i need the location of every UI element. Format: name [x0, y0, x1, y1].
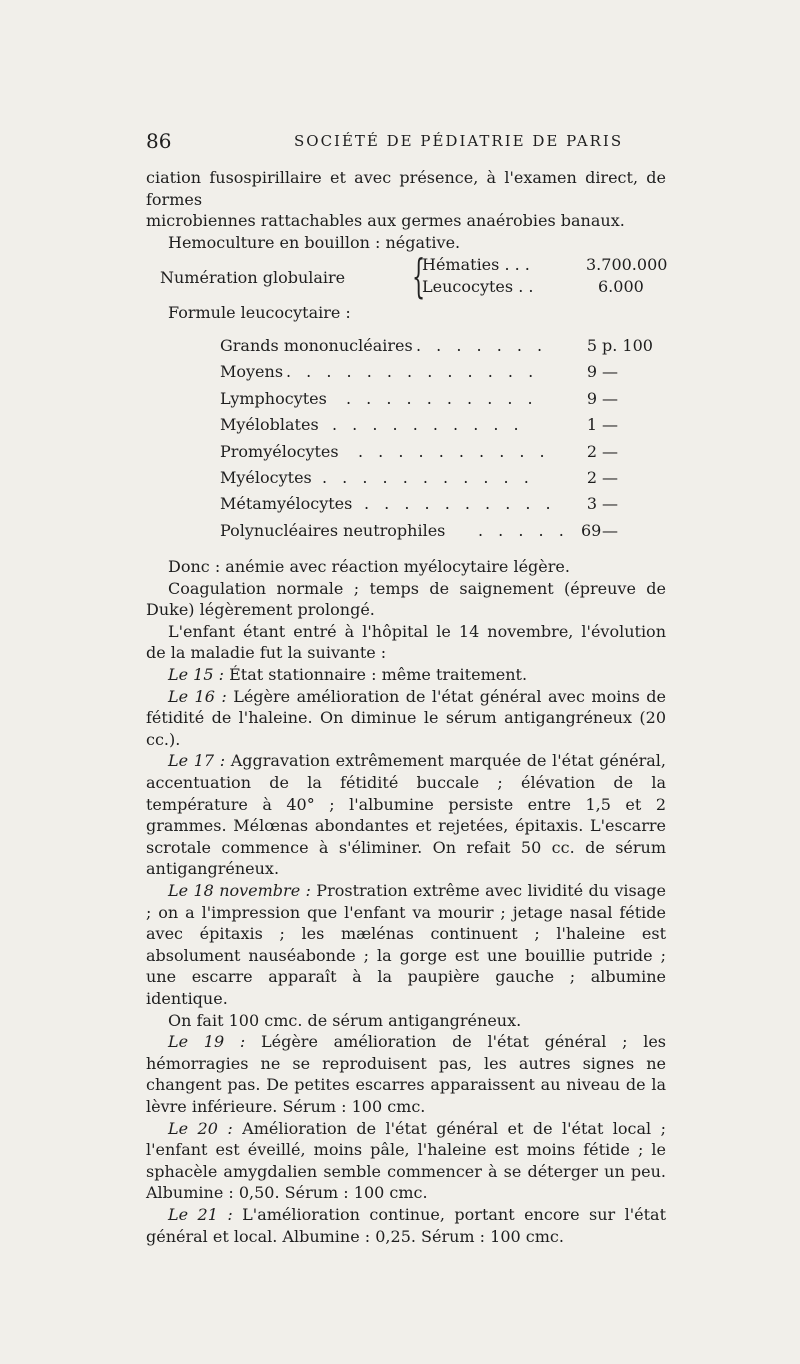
- entry-date: Le 18 novembre :: [168, 881, 311, 900]
- leader-dots: . . . . . . . . . .: [346, 388, 538, 408]
- hematies-value: 3.700.000: [586, 255, 668, 275]
- cell-unit: —: [602, 415, 618, 435]
- cell-value: 5: [586, 335, 597, 355]
- formula-row: [146, 414, 666, 440]
- cell-name: Grands mononucléaires: [220, 335, 413, 355]
- cell-name: Myélocytes: [220, 467, 312, 487]
- entry-text: Amélioration de l'état général et de l'état local ; l'enfant est éveillé, moins pâle, l'haleine est moins fétide ; le sphacèle amygdalien semble commencer à se déterger un peu. Albumine : 0,50. Sérum : 100 cmc.: [146, 1118, 667, 1203]
- cell-name: Myéloblates: [220, 415, 319, 435]
- formula-row: [146, 467, 666, 493]
- entry-date: Le 17 :: [168, 751, 226, 771]
- entry-day-18: [146, 880, 666, 1010]
- entry-text: L'amélioration continue, portant encore sur l'état général et local. Albumine : 0,25. Sérum : 100 cmc.: [146, 1204, 667, 1246]
- cell-unit: —: [602, 362, 618, 382]
- cell-name: Promyélocytes: [220, 441, 339, 461]
- paragraph-donc: Donc : anémie avec réaction myélocytaire légère.: [168, 557, 570, 577]
- cell-value: 2: [586, 467, 597, 487]
- cell-unit: —: [602, 467, 618, 487]
- intro-line: microbiennes rattachables aux germes anaérobies banaux.: [146, 211, 625, 231]
- formula-row: [146, 335, 666, 361]
- entry-date: Le 20 :: [168, 1118, 233, 1138]
- cell-unit: p. 100: [602, 335, 653, 355]
- leucocytes-label: Leucocytes . .: [422, 277, 534, 297]
- leucocytes-value: 6.000: [598, 277, 644, 297]
- cell-name: Lymphocytes: [220, 388, 327, 408]
- body-text: [146, 167, 666, 1247]
- paragraph-serum: On fait 100 cmc. de sérum antigangréneux.: [168, 1010, 522, 1030]
- entry-text: Légère amélioration de l'état général ; les hémorragies ne se reproduisent pas, les autres signes ne changent pas. De petites escarres apparaissent au niveau de la lèvre inférieure. Sérum : 100 cmc.: [146, 1032, 667, 1116]
- cell-name: Moyens: [220, 362, 284, 382]
- numeration-label: Numération globulaire: [160, 268, 346, 288]
- page-number: 86: [146, 129, 172, 153]
- leader-dots: . . . . . . . . . . .: [322, 467, 534, 487]
- entry-day-16: [146, 686, 666, 751]
- hematies-label: Hématies . . .: [422, 255, 530, 275]
- entry-day-19: [146, 1031, 666, 1117]
- intro-line: Hemoculture en bouillon : négative.: [168, 232, 461, 252]
- leader-dots: . . . . . . . . . .: [358, 441, 550, 461]
- intro-line: ciation fusospirillaire et avec présence, à l'examen direct, de formes: [146, 168, 666, 209]
- entry-text: Prostration extrême avec lividité du visage ; on a l'impression que l'enfant va mourir ; jetage nasal fétide avec épitaxis ; les mælénas continuent ; l'haleine est absolument nauséabonde ; la gorge est une bouillie putride ; une escarre apparaît à la paupière gauche ; albumine identique.: [146, 881, 667, 1008]
- leader-dots: . . . . . . .: [416, 335, 548, 355]
- curly-brace: {: [412, 249, 426, 304]
- cell-name: Polynucléaires neutrophiles: [220, 520, 446, 540]
- cell-value: 9: [586, 362, 597, 382]
- formula-row: [146, 520, 666, 546]
- formula-row: [146, 493, 666, 519]
- cell-value: 69: [581, 520, 602, 540]
- cell-value: 1: [586, 415, 597, 435]
- cell-value: 3: [586, 494, 597, 514]
- cell-unit: —: [602, 388, 618, 408]
- entry-date: Le 19 :: [168, 1032, 246, 1052]
- entry-date: Le 21 :: [168, 1204, 233, 1224]
- leader-dots: . . . . . . . . . .: [332, 415, 524, 435]
- cell-unit: —: [602, 441, 618, 461]
- numeration-globulaire: [146, 249, 668, 304]
- entry-text: État stationnaire : même traitement.: [224, 665, 528, 685]
- cell-unit: —: [602, 520, 618, 540]
- cell-name: Métamyélocytes: [220, 494, 353, 514]
- leader-dots: . . . . .: [478, 520, 569, 540]
- entry-text: Légère amélioration de l'état général avec moins de fétidité de l'haleine. On diminue le sérum antigangréneux (20 cc.).: [146, 686, 667, 749]
- leader-dots: . . . . . . . . . .: [364, 494, 556, 514]
- leader-dots: . . . . . . . . . . . . .: [286, 362, 539, 382]
- entry-day-21: [146, 1204, 666, 1247]
- header-title: SOCIÉTÉ DE PÉDIATRIE DE PARIS: [294, 132, 624, 150]
- entry-day-20: [146, 1118, 666, 1204]
- cell-value: 9: [586, 388, 597, 408]
- formula-title: Formule leucocytaire :: [168, 303, 351, 323]
- formula-row: [146, 441, 666, 467]
- paragraph-entree: L'enfant étant entré à l'hôpital le 14 novembre, l'évolution de la maladie fut la suivante :: [146, 621, 666, 663]
- formula-row: [146, 361, 666, 387]
- running-header: [146, 129, 666, 153]
- entry-text: Aggravation extrêmement marquée de l'état général, accentuation de la fétidité buccale ; élévation de la température à 40° ; l'albumine persiste entre 1,5 et 2 grammes. Mélœnas abondantes et rejetées, épitaxis. L'escarre scrotale commence à s'éliminer. On refait 50 cc. de sérum antigangréneux.: [146, 751, 666, 879]
- entry-date: Le 15 :: [168, 665, 225, 685]
- formula-table: [146, 335, 666, 546]
- cell-unit: —: [602, 494, 618, 514]
- entry-day-15: [146, 664, 666, 686]
- paragraph-coagulation: Coagulation normale ; temps de saignement (épreuve de Duke) légèrement prolongé.: [146, 578, 666, 620]
- formula-row: [146, 388, 666, 414]
- entry-day-17: [146, 750, 666, 880]
- entry-date: Le 16 :: [168, 686, 227, 706]
- cell-value: 2: [586, 441, 597, 461]
